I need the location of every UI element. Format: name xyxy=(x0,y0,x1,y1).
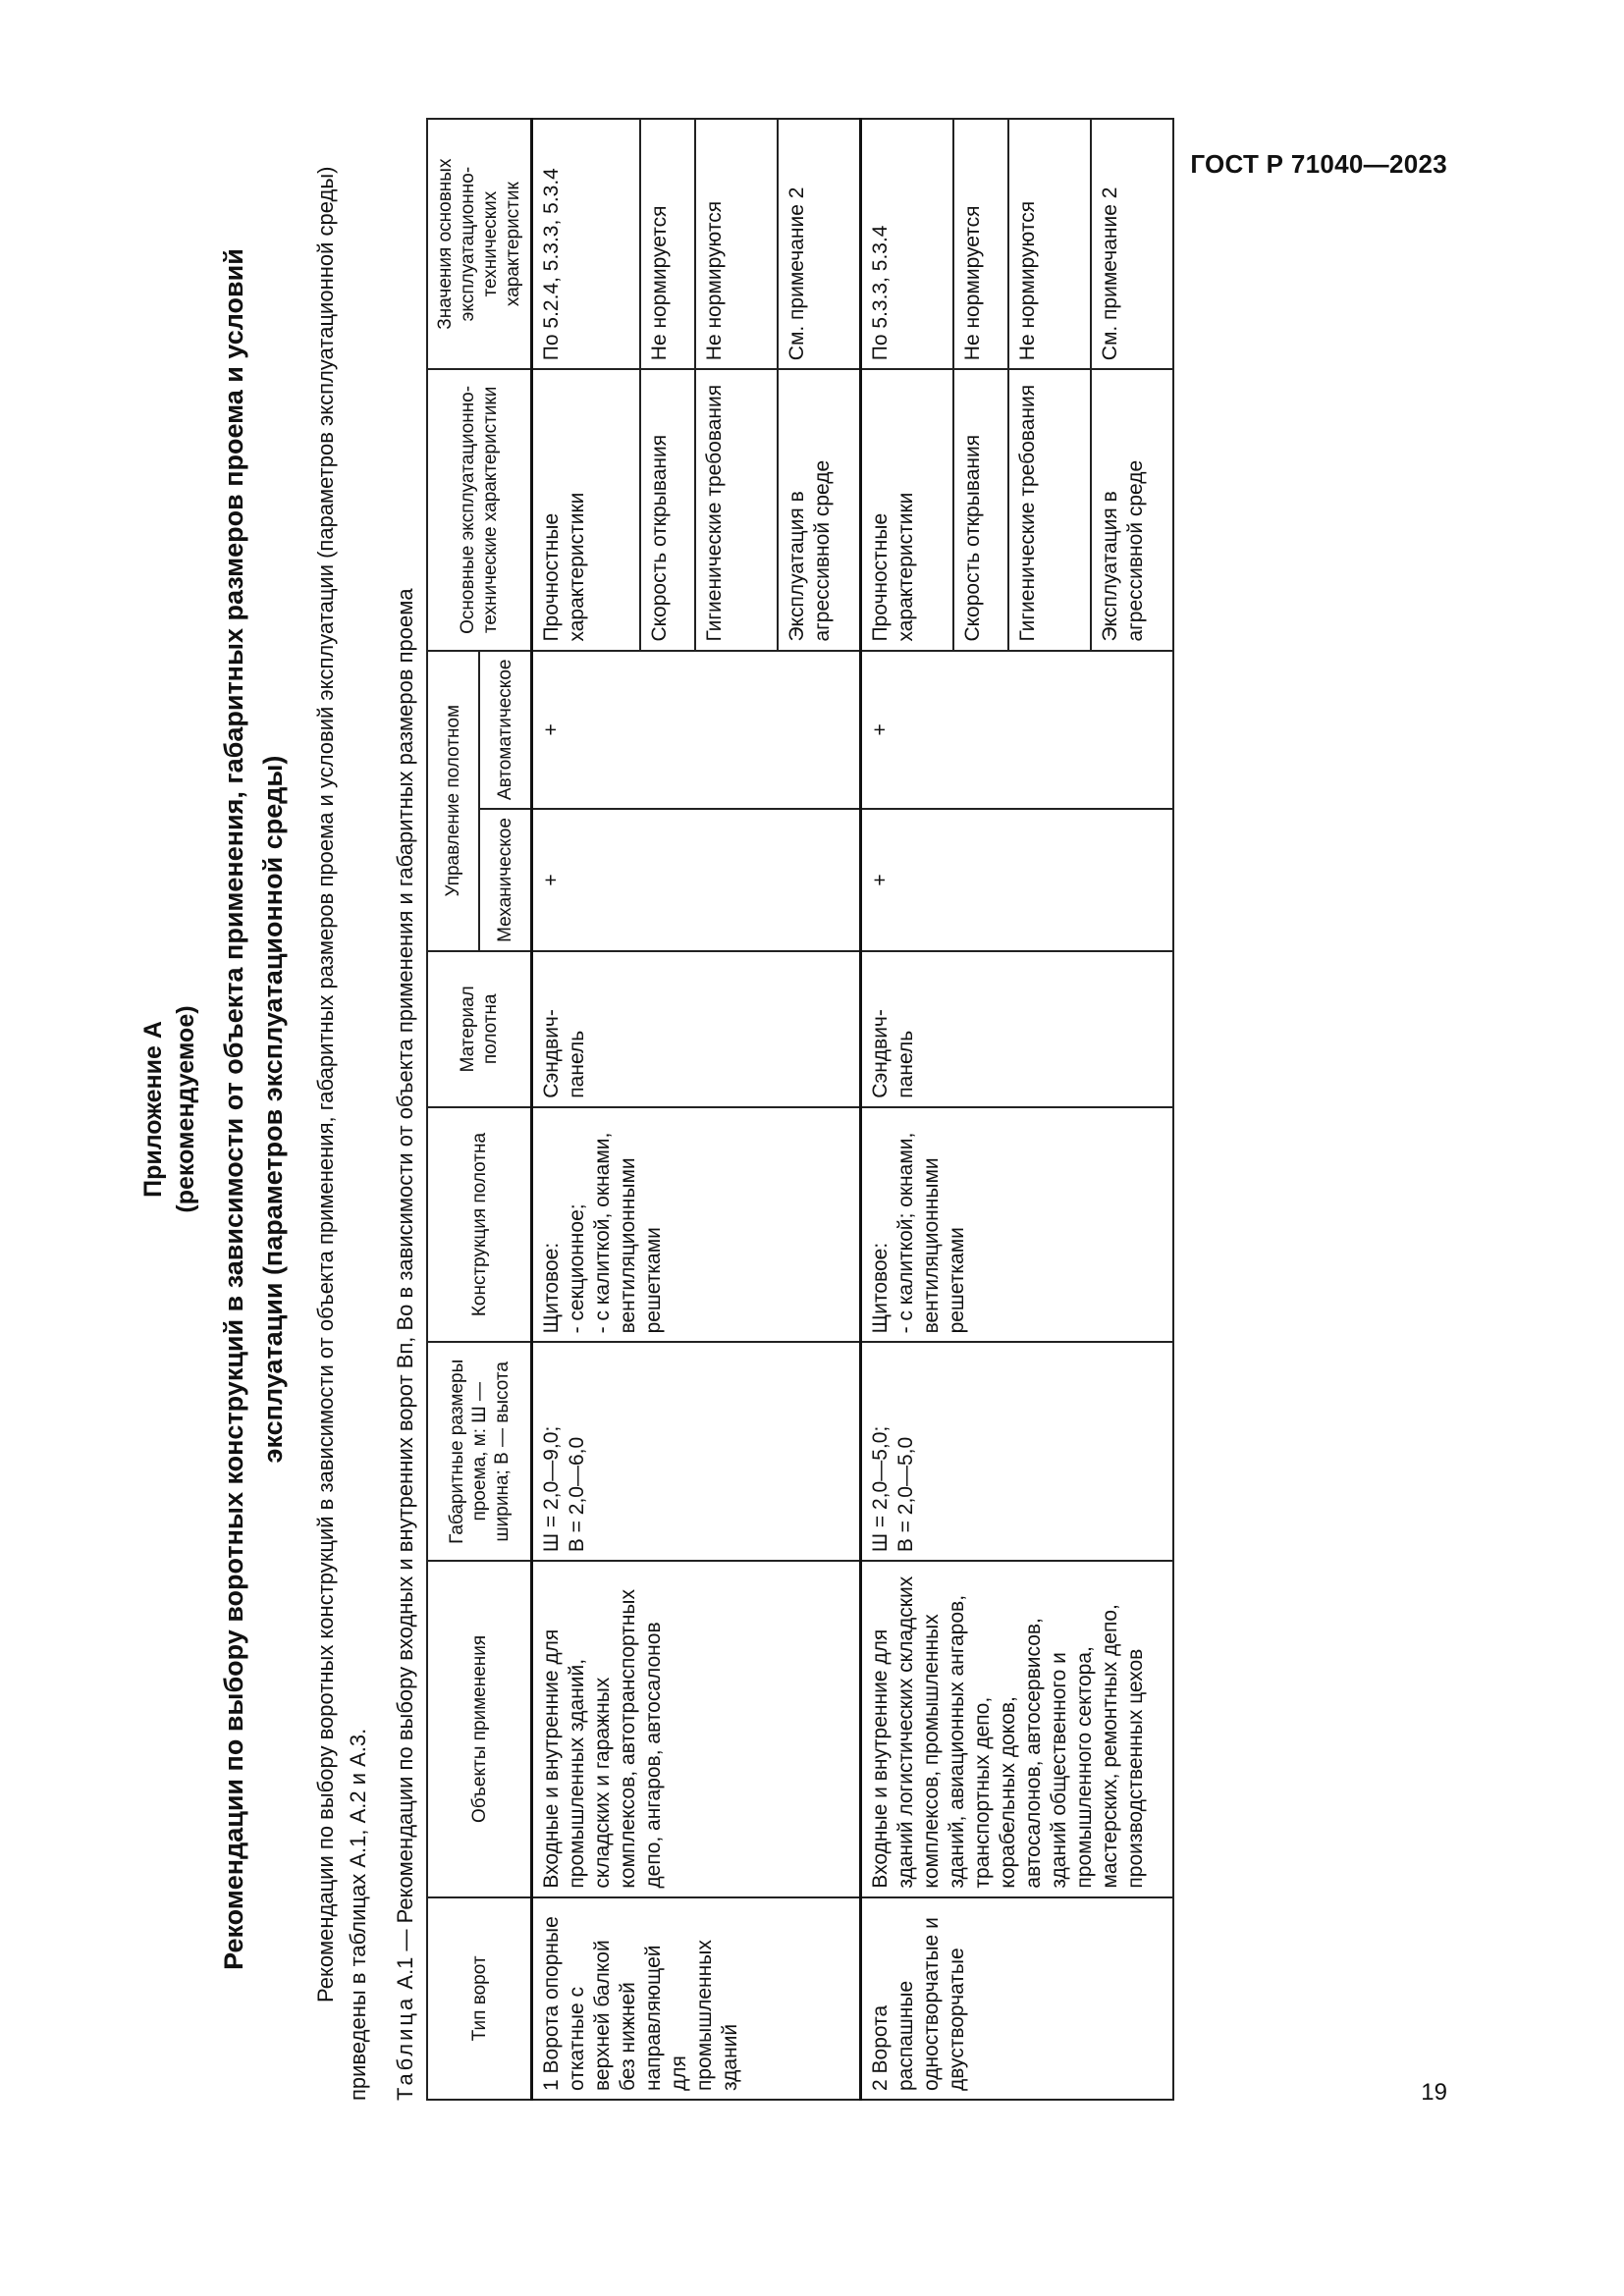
cell-characteristic: Скорость открывания xyxy=(953,369,1008,650)
header-gate-type: Тип ворот xyxy=(427,1897,532,2100)
appendix-title xyxy=(137,118,202,2101)
cell-value: По 5.2.4, 5.3.3, 5.3.4 xyxy=(532,119,641,369)
appendix-status: (рекомендуемое) xyxy=(172,1005,199,1213)
cell-value: См. примечание 2 xyxy=(778,119,861,369)
cell-mechanical: + xyxy=(532,809,861,951)
section-heading-line2: эксплуатации (параметров эксплуатационной среды) xyxy=(258,755,288,1464)
header-values: Значения основных эксплуатационно-технических характеристик xyxy=(427,119,532,369)
cell-width: Ш = 2,0—5,0; xyxy=(869,1425,892,1553)
table-header-row xyxy=(427,119,479,2100)
table-caption-text: А.1 — Рекомендации по выбору входных и внутренних ворот Вп, Во в зависимости от объекта применения и габаритных размеров проема xyxy=(393,588,417,1990)
cell-objects: Входные и внутренние для промышленных зданий, складских и гаражных комплексов, автотранспортных депо, ангаров, автосалонов xyxy=(532,1561,861,1896)
table-row xyxy=(532,119,641,2100)
header-dimensions: Габаритные размеры проема, м: Ш — ширина; В — высота xyxy=(427,1342,532,1561)
cell-automatic: + xyxy=(861,651,1174,810)
intro-paragraph: Рекомендации по выбору воротных конструкций в зависимости от объекта применения, габаритных размеров проема и условий эксплуатации (параметров эксплуатационной среды) приведены в таблицах А.1, А.2 и А.3. xyxy=(313,166,370,2101)
document-code: ГОСТ Р 71040—2023 xyxy=(1190,149,1447,179)
header-mechanical: Механическое xyxy=(479,809,532,951)
cell-characteristic: Скорость открывания xyxy=(640,369,695,650)
header-objects: Объекты применения xyxy=(427,1561,532,1896)
cell-width: Ш = 2,0—9,0; xyxy=(540,1425,563,1553)
cell-value: См. примечание 2 xyxy=(1091,119,1173,369)
header-material: Материал полотна xyxy=(427,951,532,1107)
cell-value: Не нормируется xyxy=(953,119,1008,369)
cell-gate-type: 2 Ворота распашные одностворчатые и двустворчатые xyxy=(861,1897,1174,2100)
cell-value: Не нормируются xyxy=(1008,119,1091,369)
cell-value: По 5.3.3, 5.3.4 xyxy=(861,119,954,369)
header-construction: Конструкция полотна xyxy=(427,1107,532,1343)
cell-material: Сэндвич-панель xyxy=(532,951,861,1107)
cell-automatic: + xyxy=(532,651,861,810)
cell-construction: Щитовое: - с калиткой; окнами, вентиляционными решетками xyxy=(861,1107,1174,1343)
cell-characteristic: Гигиенические требования xyxy=(1008,369,1091,650)
cell-material: Сэндвич-панель xyxy=(861,951,1174,1107)
cell-characteristic: Эксплуатация в агрессивной среде xyxy=(1091,369,1173,650)
table-caption-label: Таблица xyxy=(393,1995,417,2101)
cell-characteristic: Эксплуатация в агрессивной среде xyxy=(778,369,861,650)
cell-characteristic: Прочностные характеристики xyxy=(532,369,641,650)
table-row xyxy=(861,119,954,2100)
cell-dimensions xyxy=(532,1342,861,1561)
cell-dimensions xyxy=(861,1342,1174,1561)
rotated-content xyxy=(137,118,1404,2101)
cell-construction: Щитовое: - секционное; - с калиткой, окнами, вентиляционными решетками xyxy=(532,1107,861,1343)
page-number: 19 xyxy=(1421,2079,1447,2106)
header-characteristics: Основные эксплуатационно-технические характеристики xyxy=(427,369,532,650)
cell-mechanical: + xyxy=(861,809,1174,951)
header-automatic: Автоматическое xyxy=(479,651,532,810)
cell-value: Не нормируется xyxy=(640,119,695,369)
cell-height: В = 2,0—6,0 xyxy=(566,1436,588,1553)
appendix-name: Приложение А xyxy=(139,1021,167,1198)
cell-objects: Входные и внутренние для зданий логистических складских комплексов, промышленных зданий, авиационных ангаров, транспортных депо, корабельных доков, автосалонов, автосервисов, зданий общественного и промышленного сектора, мастерских, ремонтных депо, производственных цехов xyxy=(861,1561,1174,1896)
header-control: Управление полотном xyxy=(427,651,479,951)
cell-characteristic: Гигиенические требования xyxy=(695,369,778,650)
gates-table xyxy=(426,118,1174,2101)
section-heading-line1: Рекомендации по выбору воротных конструкций в зависимости от объекта применения, габаритных размеров проема и условий xyxy=(219,248,248,1970)
cell-value: Не нормируются xyxy=(695,119,778,369)
cell-height: В = 2,0—5,0 xyxy=(894,1436,917,1553)
section-heading xyxy=(214,118,293,2101)
table-caption xyxy=(391,137,420,2101)
cell-gate-type: 1 Ворота опорные откатные с верхней балкой без нижней направляющей для промышленных зданий xyxy=(532,1897,861,2100)
cell-characteristic: Прочностные характеристики xyxy=(861,369,954,650)
